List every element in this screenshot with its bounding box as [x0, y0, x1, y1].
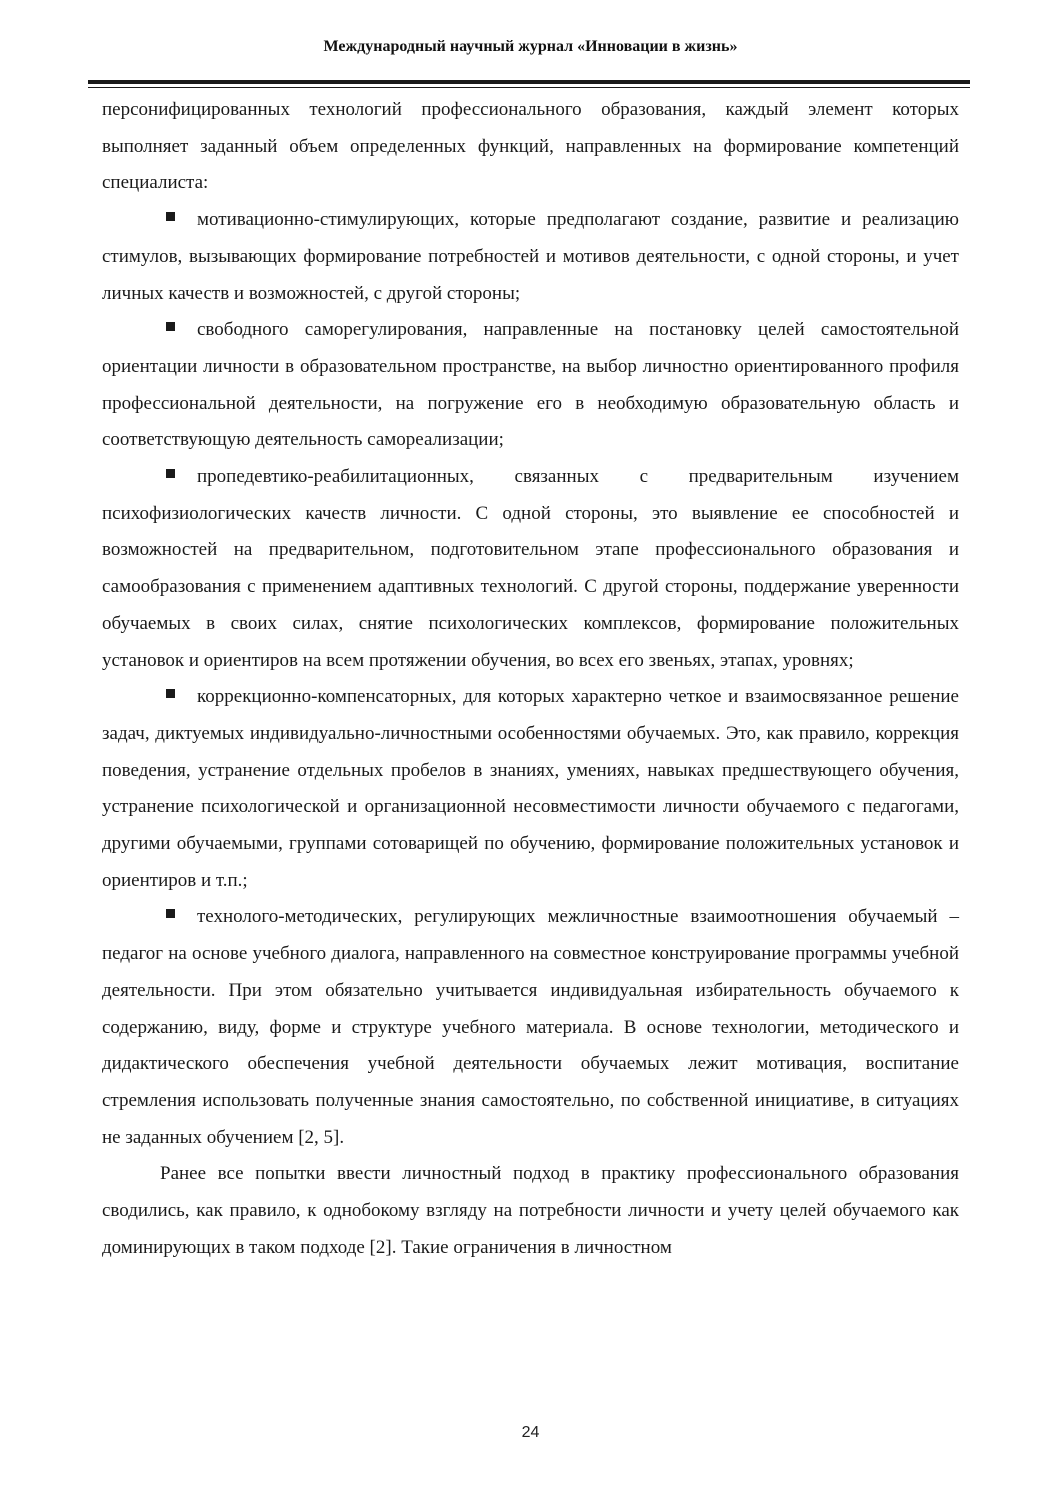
square-bullet-icon — [166, 689, 175, 698]
square-bullet-icon — [166, 212, 175, 221]
square-bullet-icon — [166, 322, 175, 331]
article-body — [102, 92, 959, 1267]
bullet-item-text: технолого-методических, регулирующих межличностные взаимоотношения обучаемый – педагог на основе учебного диалога, направленного на совместное конструирование программы учебной деятельности. При этом обязательно учитывается индивидуальная избирательность обучаемого к содержанию, виду, форме и структуре учебного материала. В основе технологии, методического и дидактического обеспечения учебной деятельности обучаемых лежит мотивация, воспитание стремления использовать полученные знания самостоятельно, по собственной инициативе, в ситуациях не заданных обучением [2, 5]. — [102, 906, 959, 1148]
paragraph-conclusion: Ранее все попытки ввести личностный подход в практику профессионального образования сводились, как правило, к однобокому взгляду на потребности личности и учету целей обучаемого как доминирующих в таком подходе [2]. Такие ограничения в личностном — [102, 1163, 959, 1258]
header-divider-thick — [88, 80, 970, 84]
bullet-item — [102, 679, 959, 899]
bullet-item — [102, 899, 959, 1156]
bullet-item-text: мотивационно-стимулирующих, которые предполагают создание, развитие и реализацию стимулов, вызывающих формирование потребностей и мотивов деятельности, с одной стороны, и учет личных качеств и возможностей, с другой стороны; — [102, 209, 959, 304]
bullet-item-text: свободного саморегулирования, направленные на постановку целей самостоятельной ориентации личности в образовательном пространстве, на выбор личностно ориентированного профиля профессиональной деятельности, на погружение его в необходимую образовательную область и соответствующую деятельность самореализации; — [102, 319, 959, 451]
bullet-item — [102, 202, 959, 312]
paragraph-intro: персонифицированных технологий профессионального образования, каждый элемент которых выполняет заданный объем определенных функций, направленных на формирование компетенций специалиста: — [102, 99, 959, 194]
header-divider-thin — [88, 87, 970, 88]
page-number: 24 — [521, 1424, 540, 1441]
journal-header-title: Международный научный журнал «Инновации в жизнь» — [323, 38, 738, 55]
bullet-item — [102, 312, 959, 459]
bullet-item-text: коррекционно-компенсаторных, для которых характерно четкое и взаимосвязанное решение задач, диктуемых индивидуально-личностными особенностями обучаемых. Это, как правило, коррекция поведения, устранение отдельных пробелов в знаниях, умениях, навыках предшествующего обучения, устранение психологической и организационной несовместимости личности обучаемого с педагогами, другими обучаемыми, группами сотоварищей по обучению, формирование положительных установок и ориентиров и т.п.; — [102, 686, 959, 891]
square-bullet-icon — [166, 469, 175, 478]
bullet-item-text: пропедевтико-реабилитационных, связанных с предварительным изучением психофизиологических качеств личности. С одной стороны, это выявление ее способностей и возможностей на предварительном, подготовительном этапе профессионального образования и самообразования с применением адаптивных технологий. С другой стороны, поддержание уверенности обучаемых в своих силах, снятие психологических комплексов, формирование положительных установок и ориентиров на всем протяжении обучения, во всех его звеньях, этапах, уровнях; — [102, 466, 959, 671]
square-bullet-icon — [166, 909, 175, 918]
bullet-item — [102, 459, 959, 679]
